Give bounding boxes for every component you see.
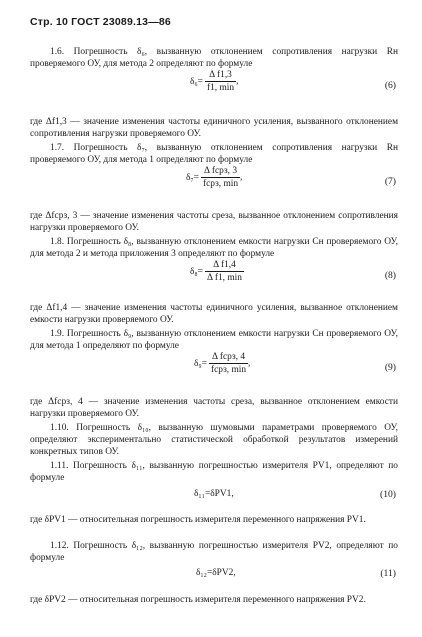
formula-6: δ₆= $\frac{\text{Δ f1,3}}{f1, \min}$ ,: [190, 70, 239, 93]
equation-number-6: (6): [384, 80, 396, 91]
paragraph-1-7: 1.7. Погрешность δ₇, вызванную отклонением сопротивления нагрузки Rн проверяемого ОУ, для метода 1 определяют по формуле: [30, 143, 398, 166]
formula-6-lhs: δ₆=: [190, 76, 203, 87]
formula-9: δ₉= $\frac{\text{Δ fсрз, 4}}{\text{fсрз, min}}$ ,: [194, 352, 251, 375]
paragraph-1-10: 1.10. Погрешность δ₁₀, вызванную шумовыми параметрами проверяемого ОУ, определяют экспериментально статистической обработкой результатов измерений конкретных типов ОУ.: [30, 423, 398, 458]
paragraph-6-explanation: где Δf1,3 — значение изменения частоты единичного усиления, вызванного отклонением сопротивления нагрузки проверяемого ОУ.: [30, 117, 398, 140]
formula-7: δ₇= $\frac{\text{Δ fсрз, 3}}{\text{fсрз, min}}$ ,: [186, 166, 243, 189]
paragraph-7-explanation: где Δfсрз, 3 — значение изменения частоты среза, вызванное отклонением сопротивления нагрузки проверяемого ОУ.: [30, 211, 398, 234]
paragraph-8-explanation: где Δf1,4 — значение изменения частоты единичного усиления, вызванное отклонением емкости нагрузки проверяемого ОУ.: [30, 303, 398, 326]
equation-number-10: (10): [380, 489, 396, 500]
equation-number-7: (7): [384, 176, 396, 187]
paragraph-1-12: 1.12. Погрешность δ₁₂, вызванную погрешностью измерителя PV2, определяют по формуле: [30, 541, 398, 564]
paragraph-10-explanation: где δPV1 — относительная погрешность измерителя переменного напряжения PV1.: [30, 515, 366, 525]
equation-number-9: (9): [384, 362, 396, 373]
formula-10: δ₁₁=δPV1,: [194, 489, 234, 499]
equation-number-8: (8): [384, 270, 396, 281]
paragraph-1-9: 1.9. Погрешность δ₉, вызванную отклонением емкости нагрузки Сн проверяемого ОУ, для метода 1 определяют по формуле: [30, 329, 398, 352]
paragraph-1-8: 1.8. Погрешность δ₈, вызванную отклонением емкости нагрузки Сн проверяемого ОУ, для метода 2 и метода приложения 3 определяют по формуле: [30, 237, 398, 260]
equation-number-11: (11): [380, 568, 396, 579]
paragraph-11-explanation: где δPV2 — относительная погрешность измерителя переменного напряжения PV2.: [30, 595, 366, 605]
formula-6-denominator: f1, min: [206, 83, 235, 93]
paragraph-1-11: 1.11. Погрешность δ₁₁, вызванную погрешностью измерителя PV1, определяют по формуле: [30, 461, 398, 484]
paragraph-1-6: 1.6. Погрешность δ₆, вызванную отклонением сопротивления нагрузки Rн проверяемого ОУ, для метода 2 определяют по формуле: [30, 47, 398, 70]
page-header: Стр. 10 ГОСТ 23089.13—86: [30, 16, 171, 28]
formula-8: δ₈= $\frac{\text{Δ f1,4}}{\text{Δ f1, min}}$: [190, 260, 242, 283]
paragraph-9-explanation: где Δfсрз, 4 — значение изменения частоты среза, вызванное отклонением емкости нагрузки проверяемого ОУ.: [30, 397, 398, 420]
formula-11: δ₁₂=δPV2,: [196, 568, 236, 578]
formula-6-numerator: Δ f1,3: [205, 70, 236, 82]
